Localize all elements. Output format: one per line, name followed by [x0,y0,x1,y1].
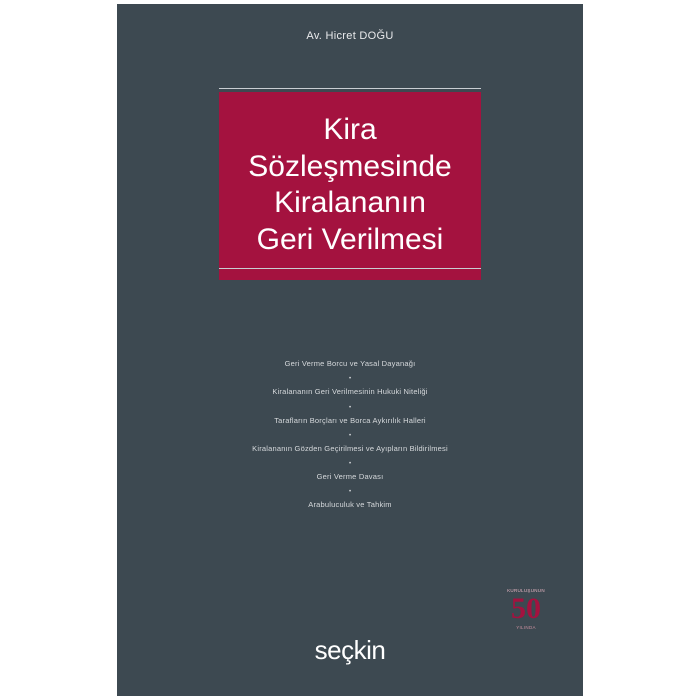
anniversary-emblem-icon [493,588,559,638]
subtitle-item: Tarafların Borçları ve Borca Aykırılık Halleri [274,415,426,425]
emblem-number: 50 [511,592,541,625]
divider-bottom [219,268,481,269]
author-name: Av. Hicret DOĞU [306,30,394,42]
emblem-top-text: KURULUŞUNUN [507,588,545,593]
title-line-2: Sözleşmesinde [248,149,452,183]
bullet-dot-icon: • [348,461,352,467]
divider-top [219,88,481,89]
book-cover [117,4,583,696]
title-block [219,92,481,280]
subtitle-item: Geri Verme Davası [316,472,384,481]
subtitle-item: Kiralananın Geri Verilmesinin Hukuki Niteliği [272,387,428,397]
title-line-3: Kiralananın [274,186,426,220]
title-line-1: Kira [323,113,377,146]
subtitle-item: Kiralananın Gözden Geçirilmesi ve Ayıpların Bildirilmesi [252,443,448,453]
subtitle-list [117,360,583,518]
bullet-dot-icon: • [348,432,352,439]
publisher-logo [117,635,583,666]
subtitle-item: Geri Verme Borcu ve Yasal Dayanağı [284,359,416,368]
bullet-dot-icon: • [348,404,352,411]
bullet-dot-icon: • [348,376,352,383]
title-line-4: Geri Verilmesi [256,222,444,256]
subtitle-item: Arabuluculuk ve Tahkim [308,500,392,510]
publisher-name: seçkin [314,635,386,665]
emblem-bottom-text: YILINDA [516,625,536,630]
bullet-dot-icon: • [348,489,352,496]
